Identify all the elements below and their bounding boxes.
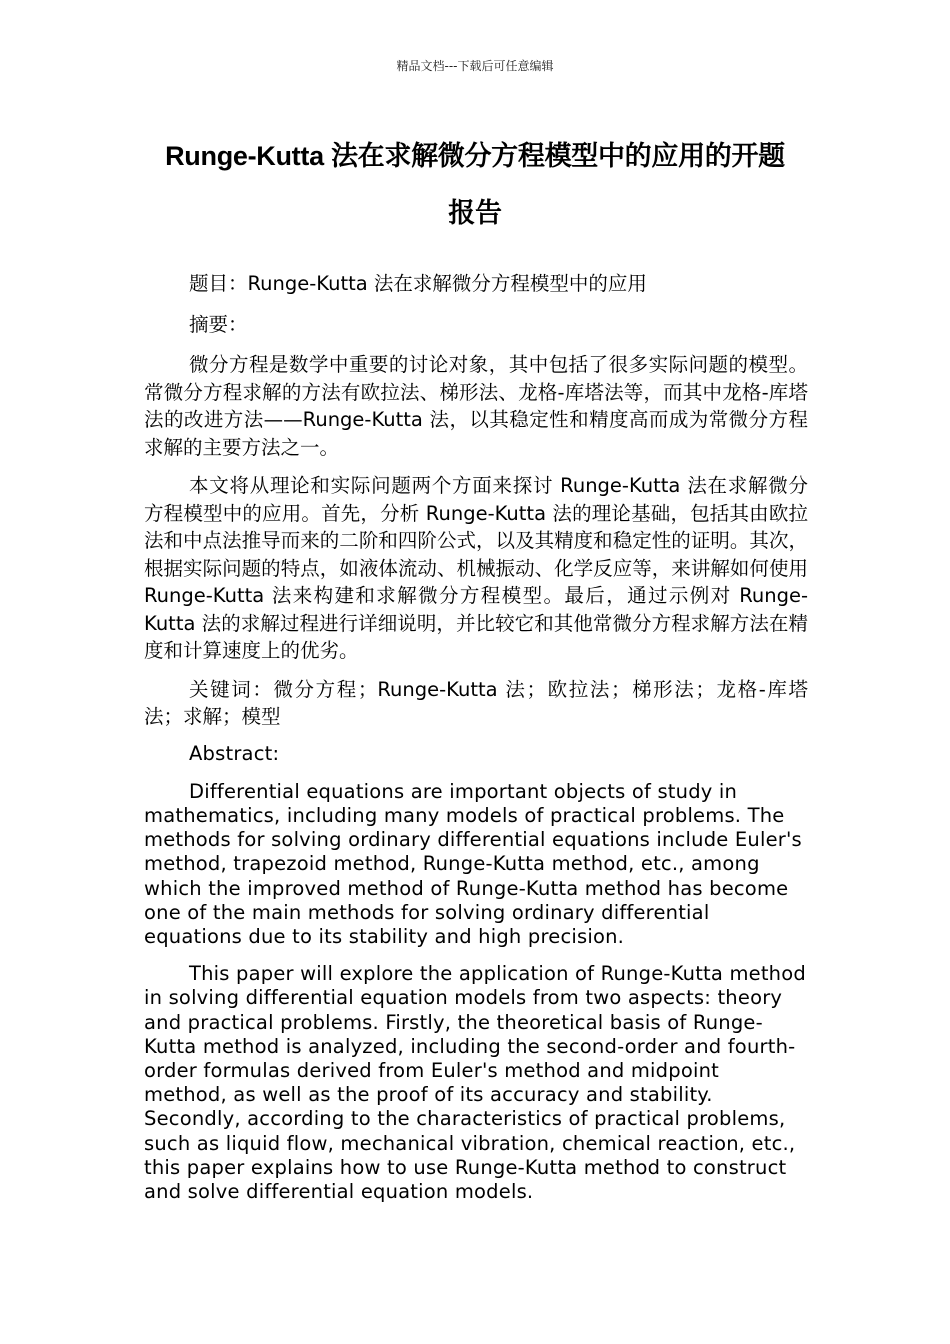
abstract-en-paragraph-2: This paper will explore the application of Runge-Kutta method in solving differential equation models from two aspects: theory and practical problems. Firstly, the theoretical basis of Runge-Kutta method is analyzed, including the second-order and fourth-order formulas derived from Euler's method and midpoint method, as well as the proof of its accuracy and stability. Secondly, according to the characteristics of practical problems, such as liquid flow, mechanical vibration, chemical reaction, etc., this paper explains how to use Runge-Kutta method to construct and solve differential equation models. <box>144 962 806 1203</box>
topic-line: 题目：Runge-Kutta 法在求解微分方程模型中的应用 <box>189 272 647 295</box>
abstract-cn-paragraph-2: 本文将从理论和实际问题两个方面来探讨 Runge-Kutta 法在求解微分方程模型中的应用。首先，分析 Runge-Kutta 法的理论基础，包括其由欧拉法和中点法推导而来的二阶和四阶公式，以及其精度和稳定性的证明。其次，根据实际问题的特点，如液体流动、机械振动、化学反应等，来讲解如何使用 Runge-Kutta 法来构建和求解微分方程模型。最后，通过示例对 Runge-Kutta 法的求解过程进行详细说明，并比较它和其他常微分方程求解方法在精度和计算速度上的优劣。 <box>144 474 808 662</box>
abstract-en-paragraph-1: Differential equations are important objects of study in mathematics, including many models of practical problems. The methods for solving ordinary differential equations include Euler's method, trapezoid method, Runge-Kutta method, etc., among which the improved method of Runge-Kutta method has become one of the main methods for solving ordinary differential equations due to its stability and high precision. <box>144 779 802 948</box>
title-line-1: Runge-Kutta 法在求解微分方程模型中的应用的开题 <box>165 141 785 171</box>
header-watermark: 精品文档---下载后可任意编辑 <box>396 59 554 73</box>
keywords-line: 关键词：微分方程；Runge-Kutta 法；欧拉法；梯形法；龙格-库塔法；求解；模型 <box>144 677 808 728</box>
abstract-cn-paragraph-1: 微分方程是数学中重要的讨论对象，其中包括了很多实际问题的模型。常微分方程求解的方法有欧拉法、梯形法、龙格-库塔法等，而其中龙格-库塔法的改进方法——Runge-Kutta 法，以其稳定性和精度高而成为常微分方程求解的主要方法之一。 <box>144 353 808 459</box>
document-title <box>120 128 830 242</box>
abstract-en-label: Abstract: <box>189 741 280 765</box>
document-body <box>144 270 808 1217</box>
abstract-cn-label: 摘要： <box>189 312 248 336</box>
title-line-2: 报告 <box>448 198 502 228</box>
